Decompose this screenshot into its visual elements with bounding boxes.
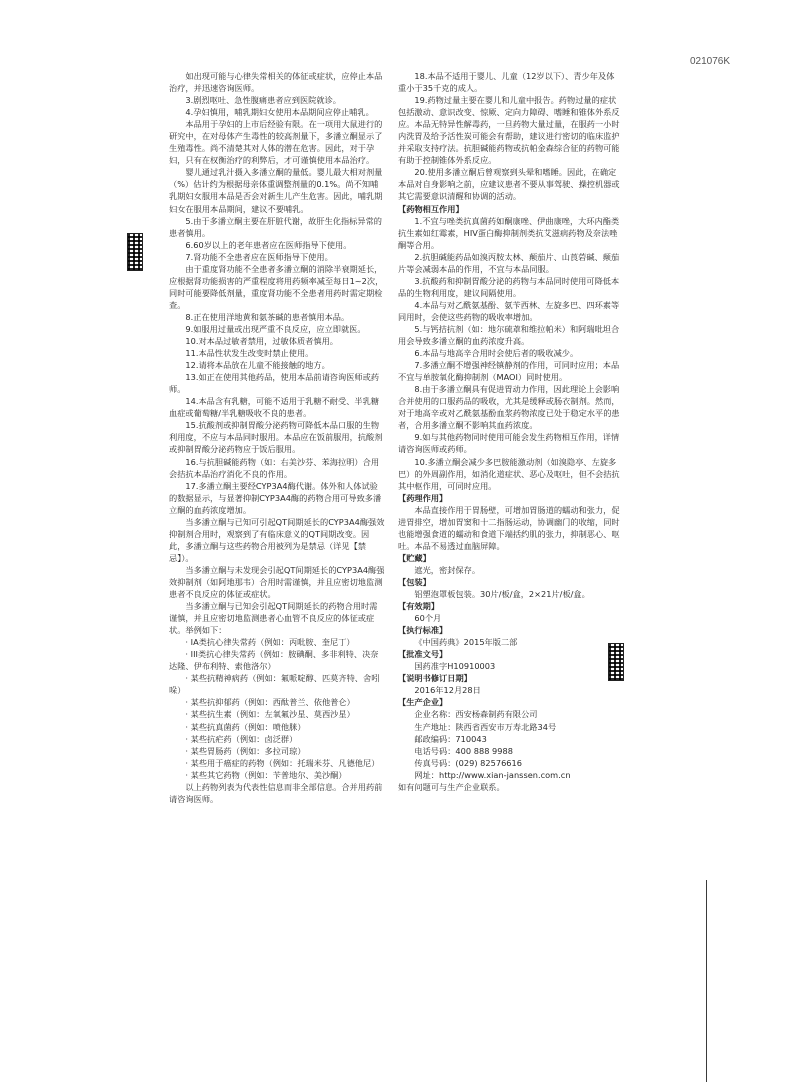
paragraph: 2.抗胆碱能药品如溴丙胺太林、颠茄片、山莨菪碱、颠茄片等会减弱本品的作用，不宜与本品同服。 xyxy=(398,251,620,274)
paragraph: 如有问题可与生产企业联系。 xyxy=(398,781,505,792)
paragraph: 传真号码：(029) 82576616 xyxy=(414,757,522,768)
paragraph: · IA类抗心律失常药（例如：丙吡胺、奎尼丁） xyxy=(185,637,355,648)
paragraph: 16.与抗胆碱能药物（如：右美沙芬、苯海拉明）合用会拮抗本品治疗消化不良的作用。 xyxy=(169,456,380,479)
section-heading: 【有效期】 xyxy=(398,601,440,612)
paragraph: 企业名称：西安杨森制药有限公司 xyxy=(414,709,538,720)
section-heading: 【批准文号】 xyxy=(398,649,448,660)
paragraph: 13.如正在使用其他药品，使用本品前请咨询医师或药师。 xyxy=(169,372,380,395)
paragraph: 20.使用多潘立酮后曾观察到头晕和嗜睡。因此，在确定本品对自身影响之前，应建议患者不要从事驾驶、操控机器或其它需要意识清醒和协调的活动。 xyxy=(398,167,620,202)
paragraph: 4.本品与对乙酰氨基酚、氨苄西林、左旋多巴、四环素等同用时，会使这些药物的吸收率增加。 xyxy=(398,299,620,322)
paragraph: 5.与钙拮抗剂（如：地尔硫䓬和维拉帕米）和阿瑞吡坦合用会导致多潘立酮的血药浓度升高。 xyxy=(398,323,620,347)
paragraph: 《中国药典》2015年版二部 xyxy=(414,637,518,648)
paragraph: 11.本品性状发生改变时禁止使用。 xyxy=(185,348,314,359)
section-heading: 【生产企业】 xyxy=(398,697,448,708)
paragraph: 本品直接作用于胃肠壁，可增加胃肠道的蠕动和张力，促进胃排空，增加胃窦和十二指肠运动，协调幽门的收缩，同时也能增强食道的蠕动和食道下端括约肌的张力，抑制恶心、呕吐。本品不易透过血脑屏障。 xyxy=(398,504,620,551)
paragraph: 遮光，密封保存。 xyxy=(414,564,481,575)
paragraph: 19.药物过量主要在婴儿和儿童中报告。药物过量的症状包括激动、意识改变、惊厥、定向力障碍、嗜睡和锥体外系反应。本品无特异性解毒药，一旦药物大量过量，在服药一小时内洗胃及给予活性炭可能会有帮助，建议进行密切的临床监护并采取支持疗法。抗胆碱能药物或抗帕金森综合征的药物可能有助于控制锥体外系反应。 xyxy=(398,95,620,166)
paragraph: 国药准字H10910003 xyxy=(414,661,496,672)
paragraph: 7.肾功能不全患者应在医师指导下使用。 xyxy=(185,251,333,262)
paragraph: 6.本品与地高辛合用时会使后者的吸收减少。 xyxy=(414,348,579,359)
paragraph: 12.请将本品放在儿童不能接触的地方。 xyxy=(185,360,330,371)
section-heading: 【药理作用】 xyxy=(398,492,448,503)
paragraph: · 某些其它药物（例如：苄普地尔、美沙酮） xyxy=(185,769,347,780)
paragraph: · 某些抗真菌药（例如：喷他脒） xyxy=(185,721,306,732)
paragraph: 9.如与其他药物同时使用可能会发生药物相互作用，详情请咨询医师或药师。 xyxy=(398,432,620,455)
paragraph: 网址：http://www.xian-janssen.com.cn xyxy=(414,769,571,780)
paragraph: 3.剧烈呕吐、急性腹痛患者应到医院就诊。 xyxy=(185,95,341,106)
paragraph: 60个月 xyxy=(414,613,442,624)
section-heading: 【执行标准】 xyxy=(398,625,448,636)
paragraph: 17.多潘立酮主要经CYP3A4酶代谢。体外和人体试验的数据显示，与显著抑制CYP3A4酶的药物合用可导致多潘立酮的血药浓度增加。 xyxy=(169,480,382,515)
page-code: 021076K xyxy=(690,56,731,67)
paragraph: 如出现可能与心律失常相关的体征或症状，应停止本品治疗，并迅速咨询医师。 xyxy=(169,71,383,94)
paragraph: 5.由于多潘立酮主要在肝脏代谢，故肝生化指标异常的患者慎用。 xyxy=(169,215,383,238)
section-heading: 【贮藏】 xyxy=(398,552,431,563)
section-heading: 【说明书修订日期】 xyxy=(398,673,472,684)
paragraph: 2016年12月28日 xyxy=(414,685,481,696)
paragraph: 由于重度肾功能不全患者多潘立酮的消除半衰期延长，应根据肾功能损害的严重程度将用药频率减至每日1~2次，同时可能要降低剂量，重度肾功能不全患者用药时需定期检查。 xyxy=(169,263,384,310)
paragraph: · 某些抗疟药（例如：卤泛群） xyxy=(185,733,298,744)
paragraph: 8.正在使用洋地黄和氨茶碱的患者慎用本品。 xyxy=(185,311,350,322)
margin-divider-line xyxy=(706,880,707,1082)
paragraph: · III类抗心律失常药（例如：胺碘酮、多非利特、决奈达隆、伊布利特、索他洛尔） xyxy=(169,649,379,672)
section-heading: 【包装】 xyxy=(398,576,431,587)
paragraph: · 某些抗生素（例如：左氧氟沙星、莫西沙星） xyxy=(185,709,355,720)
paragraph: 本品用于孕妇的上市后经验有限。在一项用大鼠进行的研究中，在对母体产生毒性的较高剂量下，多潘立酮显示了生殖毒性。尚不清楚其对人体的潜在危害。因此，对于孕妇，只有在权衡治疗的利弊后，才可谨慎使用本品治疗。 xyxy=(169,119,383,166)
left-column xyxy=(169,70,385,805)
paragraph: 婴儿通过乳汁摄入多潘立酮的量低。婴儿最大相对剂量（%）估计约为根据母亲体重调整剂量的0.1%。尚不知哺乳期妇女服用本品是否会对新生儿产生危害。因此，哺乳期妇女在服用本品期间，建议不要哺乳。 xyxy=(169,167,383,214)
paragraph: 邮政编码：710043 xyxy=(414,733,487,744)
paragraph: · 某些用于癌症的药物（例如：托瑞米芬、凡德他尼） xyxy=(185,757,380,768)
paragraph: 8.由于多潘立酮具有促进胃动力作用，因此理论上会影响合并使用的口服药品的吸收，尤其是缓释或肠衣制剂。然而，对于地高辛或对乙酰氨基酚血浆药物浓度已处于稳定水平的患者，合用多潘立酮不影响其血药浓度。 xyxy=(398,384,620,431)
paragraph: 生产地址：陕西省西安市万寿北路34号 xyxy=(414,721,557,732)
paragraph: 9.如服用过量或出现严重不良反应，应立即就医。 xyxy=(185,323,366,334)
paragraph: · 某些抗精神病药（例如：氟哌啶醇、匹莫齐特、舍吲哚） xyxy=(169,673,380,696)
section-heading: 【药物相互作用】 xyxy=(398,203,464,214)
paragraph: 当多潘立酮与已知会引起QT间期延长的药物合用时需谨慎，并且应密切地监测患者心血管不良反应的体征或症状。举例如下： xyxy=(169,601,378,636)
paragraph: · 某些抗抑郁药（例如：西酞普兰、依他普仑） xyxy=(185,697,355,708)
paragraph: 铝塑泡罩板包装。30片/板/盒，2×21片/板/盒。 xyxy=(414,589,590,600)
left-barcode-icon xyxy=(128,234,142,270)
paragraph: 3.抗酸药和抑制胃酸分泌的药物与本品同时使用可降低本品的生物利用度，建议间隔使用。 xyxy=(398,275,620,298)
paragraph: 14.本品含有乳糖，可能不适用于乳糖不耐受、半乳糖血症或葡萄糖/半乳糖吸收不良的患者。 xyxy=(169,396,380,419)
paragraph: 18.本品不适用于婴儿、儿童（12岁以下）、青少年及体重小于35千克的成人。 xyxy=(398,71,615,94)
paragraph: 1.不宜与唑类抗真菌药如酮康唑、伊曲康唑，大环内酯类抗生素如红霉素，HIV蛋白酶抑制剂类抗艾滋病药物及奈法唑酮等合用。 xyxy=(398,215,620,250)
paragraph: 7.多潘立酮不增强神经镇静剂的作用，可同时应用；本品不宜与单胺氧化酶抑制剂（MAOI）同时使用。 xyxy=(398,360,620,383)
paragraph: 当多潘立酮与未发现会引起QT间期延长的CYP3A4酶强效抑制剂（如阿地那韦）合用时需谨慎，并且应密切地监测患者不良反应的体征或症状。 xyxy=(169,564,385,600)
right-column xyxy=(398,70,620,793)
paragraph: 6.60岁以上的老年患者应在医师指导下使用。 xyxy=(185,239,352,250)
paragraph: 以上药物列表为代表性信息而非全部信息。合并用药前请咨询医师。 xyxy=(169,781,383,804)
paragraph: 电话号码：400 888 9988 xyxy=(414,745,513,756)
paragraph: 当多潘立酮与已知可引起QT间期延长的CYP3A4酶强效抑制剂合用时，观察到了有临床意义的QT间期改变。因此，多潘立酮与这些药物合用被列为是禁忌（详见【禁忌】）。 xyxy=(169,516,385,563)
paragraph: 10.多潘立酮会减少多巴胺能激动剂（如溴隐亭、左旋多巴）的外周副作用，如消化道症状、恶心及呕吐，但不会拮抗其中枢作用，可同时应用。 xyxy=(398,456,620,491)
paragraph: · 某些胃肠药（例如：多拉司琼） xyxy=(185,745,306,756)
paragraph: 10.对本品过敏者禁用，过敏体质者慎用。 xyxy=(185,336,338,347)
paragraph: 4.孕妇慎用，哺乳期妇女使用本品期间应停止哺乳。 xyxy=(185,107,374,118)
paragraph: 15.抗酸剂或抑制胃酸分泌药物可降低本品口服的生物利用度，不应与本品同时服用。本品应在饭前服用，抗酸剂或抑制胃酸分泌药物应于饭后服用。 xyxy=(169,420,383,455)
